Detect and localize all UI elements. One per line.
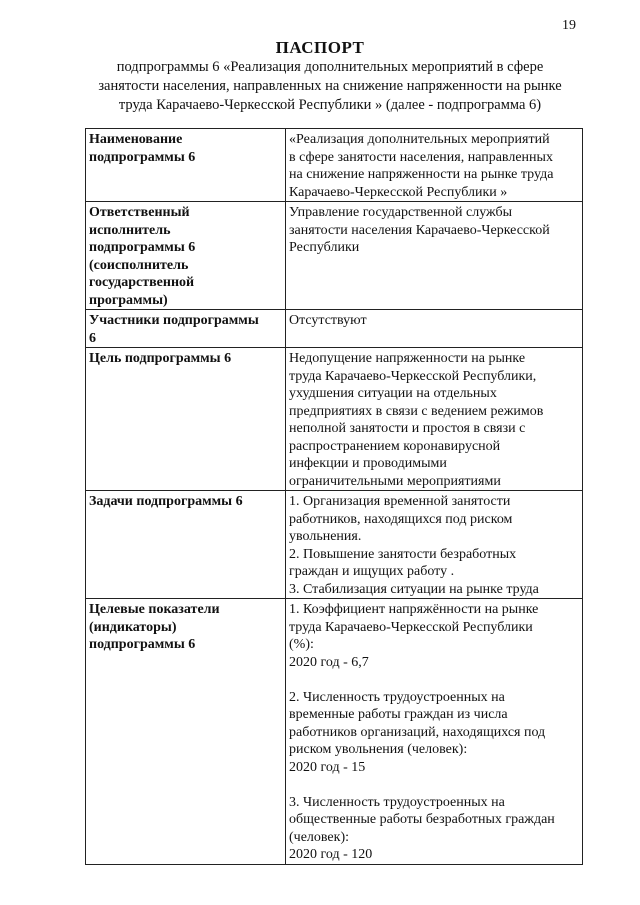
value-line: (человек):	[289, 829, 349, 845]
label-line: Целевые показатели	[89, 602, 220, 617]
table-row-goal	[86, 348, 583, 491]
value-line: труда Карачаево-Черкесской Республики,	[289, 368, 537, 384]
value-line: Управление государственной службы	[289, 205, 513, 220]
label-cell	[86, 202, 286, 310]
value-line: предприятиях в связи с ведением режимов	[289, 403, 544, 419]
label-line: 6	[89, 330, 96, 346]
value-cell	[286, 491, 583, 599]
value-line: 2020 год - 6,7	[289, 654, 369, 670]
value-cell	[286, 202, 583, 310]
value-cell	[286, 310, 583, 348]
label-line: Ответственный	[89, 205, 190, 220]
passport-table	[85, 128, 583, 865]
value-line: увольнения.	[289, 529, 362, 544]
value-line: ограничительными мероприятиями	[289, 473, 501, 489]
value-line: 1. Коэффициент напряжённости на рынке	[289, 602, 539, 617]
value-line: неполной занятости и простоя в связи с	[289, 421, 526, 436]
value-line: 2020 год - 15	[289, 759, 366, 775]
value-line: распространением коронавирусной	[289, 438, 501, 454]
value-line: 2020 год - 120	[289, 847, 373, 862]
value-line: (%):	[289, 637, 314, 652]
blank-line	[289, 776, 579, 794]
label-line: Наименование	[89, 132, 183, 147]
table-row-tasks	[86, 491, 583, 599]
value-line: работников, находящихся под риском	[289, 511, 513, 527]
value-line: 1. Организация временной занятости	[289, 494, 511, 509]
value-cell	[286, 348, 583, 491]
table-row-name	[86, 129, 583, 202]
label-line: программы)	[89, 292, 168, 308]
subtitle-line: труда Карачаево-Черкесской Республики » (далее - подпрограмма 6)	[118, 97, 542, 113]
label-cell	[86, 348, 286, 491]
label-line: Цель подпрограммы 6	[89, 351, 232, 366]
label-line: подпрограммы 6	[89, 637, 196, 652]
value-line: Отсутствуют	[289, 313, 367, 328]
value-line: инфекции и проводимыми	[289, 456, 447, 471]
value-cell	[286, 599, 583, 865]
label-line: подпрограммы 6	[89, 149, 196, 165]
value-line: ухудшения ситуации на отдельных	[289, 386, 497, 401]
label-line: Участники подпрограммы	[89, 313, 259, 328]
value-line: Республики	[289, 240, 360, 255]
value-line: общественные работы безработных граждан	[289, 812, 555, 827]
label-line: Задачи подпрограммы 6	[89, 494, 243, 509]
label-line: (индикаторы)	[89, 619, 177, 635]
value-line: занятости населения Карачаево-Черкесской	[289, 222, 550, 238]
value-line: Недопущение напряженности на рынке	[289, 351, 526, 366]
value-line: «Реализация дополнительных мероприятий	[289, 132, 550, 147]
label-cell	[86, 491, 286, 599]
document-title: ПАСПОРТ	[275, 38, 365, 57]
table-row-participants	[86, 310, 583, 348]
label-line: (соисполнитель	[89, 257, 189, 273]
document-subtitle	[80, 58, 580, 115]
value-line: временные работы граждан из числа	[289, 707, 508, 722]
value-line: в сфере занятости населения, направленных	[289, 149, 553, 165]
label-cell	[86, 129, 286, 202]
value-line: Карачаево-Черкесской Республики »	[289, 184, 508, 200]
subtitle-line: занятости населения, направленных на снижение напряженности на рынке	[98, 78, 562, 94]
value-line: 3. Стабилизация ситуации на рынке труда	[289, 581, 539, 597]
label-line: подпрограммы 6	[89, 240, 196, 255]
table-row-executor	[86, 202, 583, 310]
label-cell	[86, 599, 286, 865]
value-cell	[286, 129, 583, 202]
subtitle-line: подпрограммы 6 «Реализация дополнительных мероприятий в сфере	[116, 59, 544, 75]
page-number: 19	[562, 18, 576, 33]
value-line: риском увольнения (человек):	[289, 742, 468, 757]
blank-line	[289, 671, 579, 689]
value-line: работников организаций, находящихся под	[289, 724, 546, 740]
value-line: 2. Численность трудоустроенных на	[289, 689, 505, 705]
value-line: граждан и ищущих работу .	[289, 564, 455, 579]
value-line: 2. Повышение занятости безработных	[289, 546, 517, 562]
label-line: государственной	[89, 275, 195, 290]
label-line: исполнитель	[89, 222, 171, 238]
table-row-indicators	[86, 599, 583, 865]
value-line: труда Карачаево-Черкесской Республики	[289, 619, 533, 635]
label-cell	[86, 310, 286, 348]
value-line: на снижение напряженности на рынке труда	[289, 167, 554, 182]
value-line: 3. Численность трудоустроенных на	[289, 794, 505, 810]
